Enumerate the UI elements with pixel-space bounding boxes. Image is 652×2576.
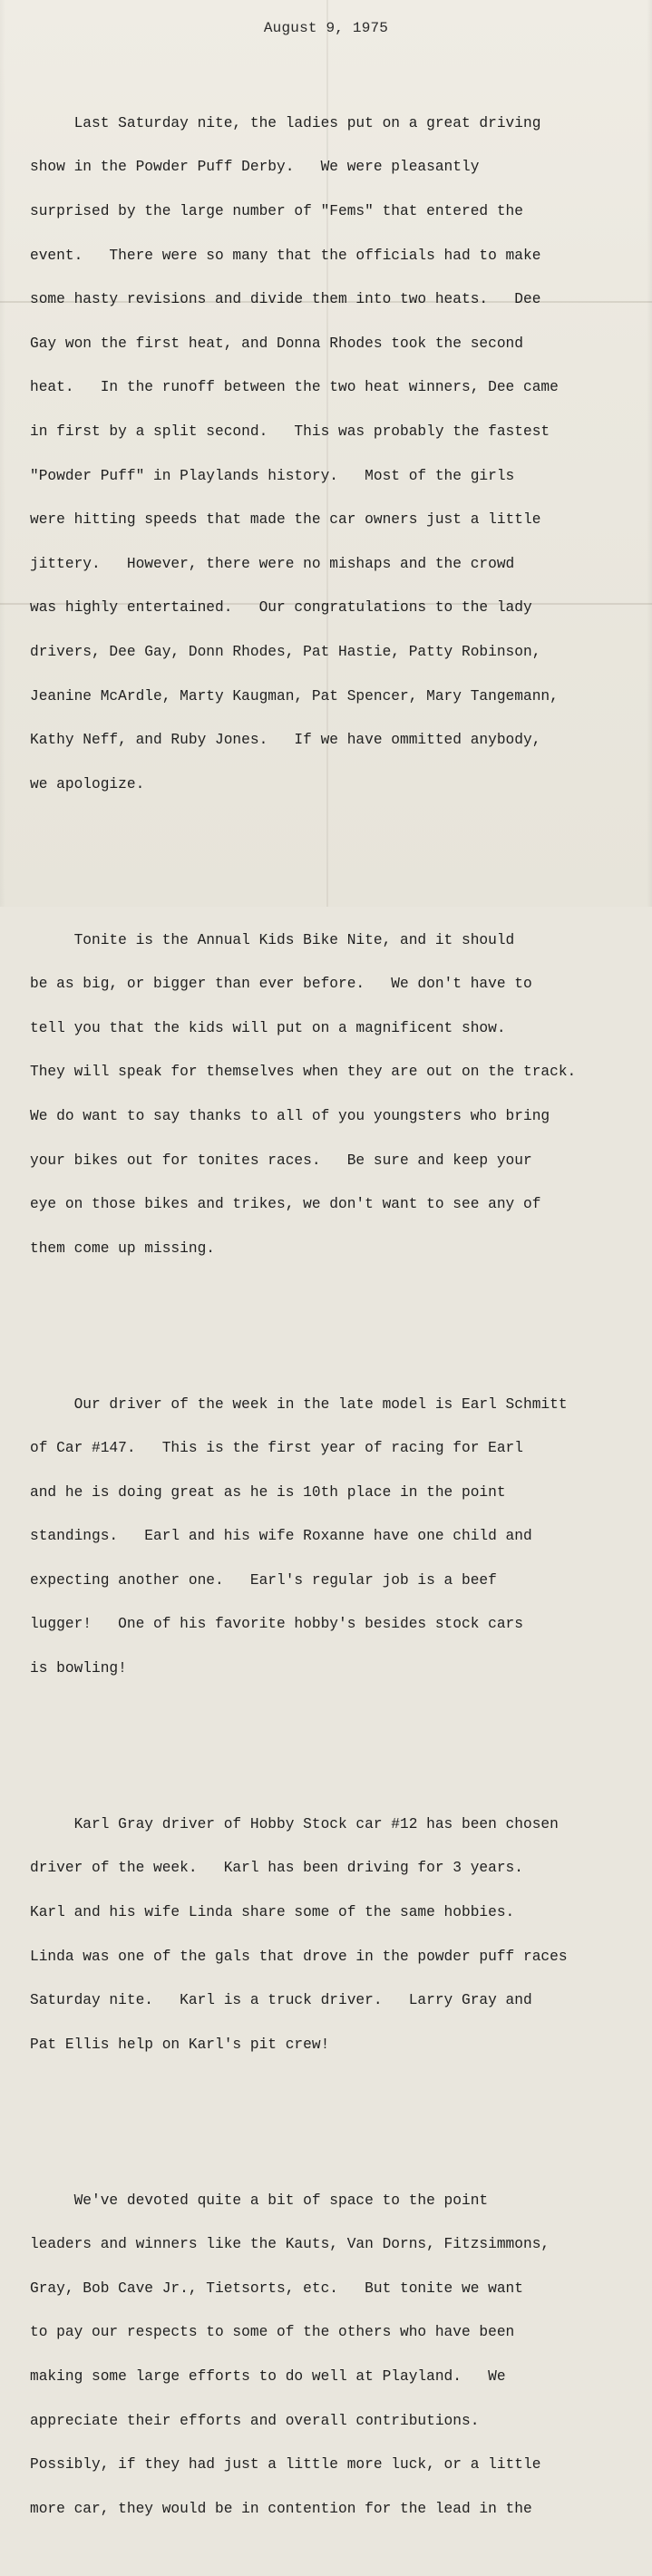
text-line: Possibly, if they had just a little more luck, or a little <box>30 2456 541 2474</box>
text-line: was highly entertained. Our congratulations to the lady <box>30 599 532 617</box>
text-line: more car, they would be in contention for the lead in the <box>30 2500 532 2517</box>
document-date: August 9, 1975 <box>263 20 389 36</box>
text-line: Jeanine McArdle, Marty Kaugman, Pat Spencer, Mary Tangemann, <box>30 687 559 705</box>
text-line: standings. Earl and his wife Roxanne have one child and <box>30 1528 532 1545</box>
text-line: Gay won the first heat, and Donna Rhodes took the second <box>30 335 523 352</box>
text-line: Linda was one of the gals that drove in the powder puff races <box>30 1948 568 1965</box>
text-line: be as big, or bigger than ever before. We don't have to <box>30 976 532 993</box>
text-line: drivers, Dee Gay, Donn Rhodes, Pat Hastie, Patty Robinson, <box>30 643 541 660</box>
text-line: some hasty revisions and divide them into two heats. Dee <box>30 291 541 308</box>
text-line: and he is doing great as he is 10th place in the point <box>30 1483 506 1501</box>
text-line: them come up missing. <box>30 1239 215 1257</box>
text-line: to pay our respects to some of the others who have been <box>30 2324 515 2341</box>
text-line: your bikes out for tonites races. Be sure and keep your <box>30 1152 532 1169</box>
text-line: They will speak for themselves when they are out on the track. <box>30 1064 577 1081</box>
text-line: surprised by the large number of "Fems" that entered the <box>30 203 523 219</box>
text-line: lugger! One of his favorite hobby's besides stock cars <box>30 1616 523 1633</box>
text-line: leaders and winners like the Kauts, Van Dorns, Fitzsimmons, <box>30 2236 550 2253</box>
paragraph-hobby-stock-driver <box>30 1787 650 2081</box>
text-line: heat. In the runoff between the two heat winners, Dee came <box>30 379 559 396</box>
text-line: event. There were so many that the officials had to make <box>30 247 541 264</box>
text-line: Our driver of the week in the late model is Earl Schmitt <box>30 1395 568 1413</box>
text-line: eye on those bikes and trikes, we don't want to see any of <box>30 1196 541 1213</box>
paragraph-powder-puff <box>30 86 650 821</box>
text-line: jittery. However, there were no mishaps and the crowd <box>30 555 515 572</box>
document-body <box>30 57 650 2575</box>
text-line: is bowling! <box>30 1660 127 1677</box>
text-line: We do want to say thanks to all of you youngsters who bring <box>30 1107 550 1124</box>
text-line: we apologize. <box>30 775 145 792</box>
paragraph-late-model-driver <box>30 1367 650 1706</box>
text-line: Pat Ellis help on Karl's pit crew! <box>30 2036 330 2053</box>
text-line: Gray, Bob Cave Jr., Tietsorts, etc. But tonite we want <box>30 2280 523 2297</box>
text-line: "Powder Puff" in Playlands history. Most of the girls <box>30 467 515 484</box>
text-line: Karl and his wife Linda share some of the same hobbies. <box>30 1904 515 1921</box>
text-line: making some large efforts to do well at Playland. We <box>30 2368 506 2386</box>
text-line: Last Saturday nite, the ladies put on a great driving <box>30 114 541 131</box>
text-line: tell you that the kids will put on a magnificent show. <box>30 1019 506 1036</box>
text-line: Saturday nite. Karl is a truck driver. Larry Gray and <box>30 1992 532 2009</box>
text-line: driver of the week. Karl has been driving for 3 years. <box>30 1860 523 1877</box>
text-line: Tonite is the Annual Kids Bike Nite, and it should <box>30 931 515 948</box>
paragraph-bike-nite <box>30 903 650 1285</box>
text-line: We've devoted quite a bit of space to the point <box>30 2192 489 2209</box>
text-line: Karl Gray driver of Hobby Stock car #12 has been chosen <box>30 1815 559 1832</box>
text-line: expecting another one. Earl's regular job is a beef <box>30 1571 497 1589</box>
text-line: show in the Powder Puff Derby. We were pleasantly <box>30 159 480 176</box>
text-line: Kathy Neff, and Ruby Jones. If we have ommitted anybody, <box>30 732 541 749</box>
text-line: appreciate their efforts and overall contributions. <box>30 2412 480 2429</box>
paragraph-point-leaders <box>30 2163 650 2545</box>
text-line: were hitting speeds that made the car owners just a little <box>30 511 541 529</box>
text-line: of Car #147. This is the first year of racing for Earl <box>30 1440 523 1457</box>
text-line: in first by a split second. This was probably the fastest <box>30 423 550 440</box>
